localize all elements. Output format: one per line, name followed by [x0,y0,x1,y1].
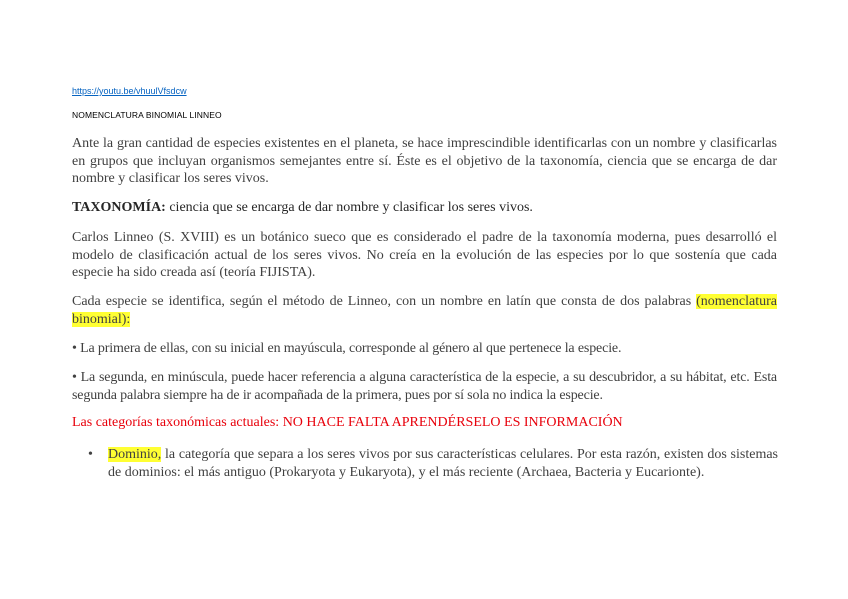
taxonomy-definition-text: ciencia que se encarga de dar nombre y clasificar los seres vivos. [165,200,533,215]
linneo-paragraph: Carlos Linneo (S. XVIII) es un botánico sueco que es considerado el padre de la taxonomía moderna, pues desarrolló el modelo de clasificación actual de los seres vivos. No creía en la evolución de las especies por lo que sostenía que cada especie ha sido creada así (teoría FIJISTA). [72,230,777,280]
binomial-text: Cada especie se identifica, según el método de Linneo, con un nombre en latín que consta de dos palabras [72,294,697,309]
binomial-paragraph [72,293,777,328]
bullet-icon: • [88,447,93,462]
categories-list [88,446,778,481]
dominio-description: la categoría que separa a los seres vivos por sus características celulares. Por esta razón, existen dos sistemas de dominios: el más antiguo (Prokaryota y Eukaryota), y el más reciente (Archaea, Bacteria y Eucarionte). [108,447,778,480]
document-subtitle: NOMENCLATURA BINOMIAL LINNEO [72,110,222,120]
taxonomy-definition [72,199,777,217]
taxonomy-term: TAXONOMÍA: [72,200,166,215]
binomial-highlight: (nomenclatura binomial): [72,294,777,327]
youtube-link[interactable]: https://youtu.be/vhuulVfsdcw [72,86,187,96]
intro-paragraph: Ante la gran cantidad de especies existentes en el planeta, se hace imprescindible identificarlas con un nombre y clasificarlas en grupos que incluyan organismos semejantes entre sí. Éste es el objetivo de la taxonomía, ciencia que se encarga de dar nombre y clasificar los seres vivos. [72,136,777,186]
dominio-term: Dominio, [108,447,162,462]
categories-heading: Las categorías taxonómicas actuales: NO HACE FALTA APRENDÉRSELO ES INFORMACIÓN [72,415,623,430]
first-word-paragraph: • La primera de ellas, con su inicial en mayúscula, corresponde al género al que pertenece la especie. [72,341,622,356]
list-item [88,446,778,481]
second-word-paragraph: • La segunda, en minúscula, puede hacer referencia a alguna característica de la especie, a su descubridor, a su hábitat, etc. Esta segunda palabra siempre ha de ir acompañada de la primera, pues por sí sola no indica la especie. [72,370,777,403]
